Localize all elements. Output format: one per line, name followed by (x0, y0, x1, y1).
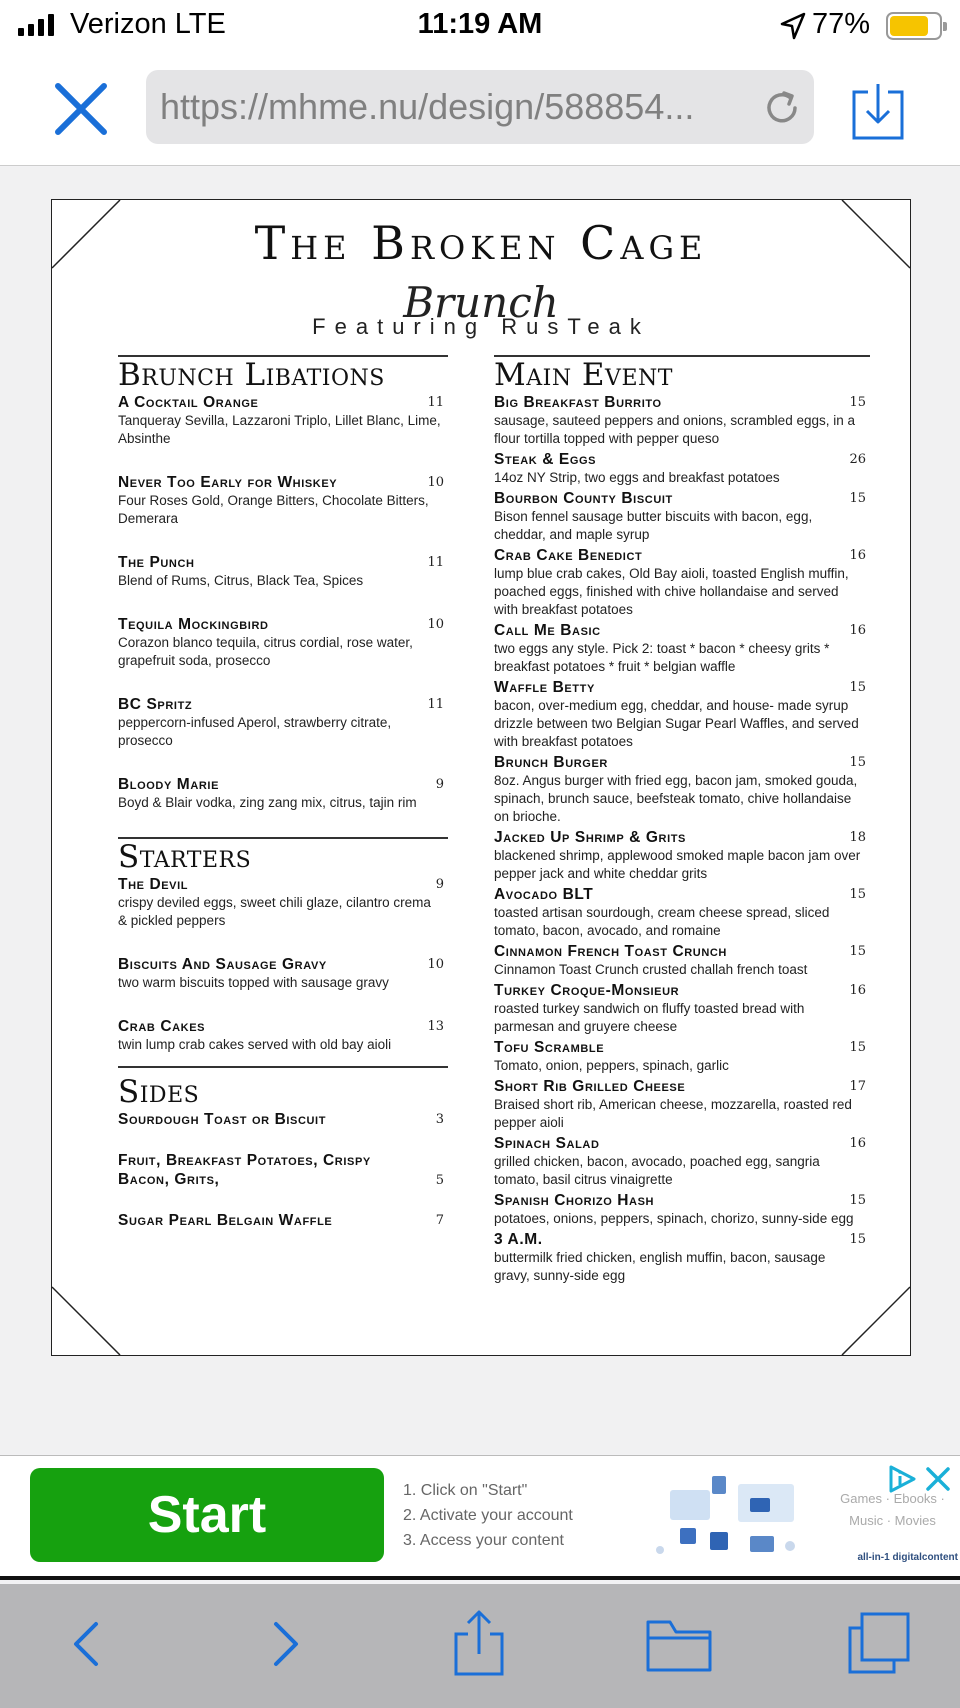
menu-item (494, 1230, 870, 1285)
featuring-line: Featuring RusTeak (312, 314, 650, 339)
menu-item (494, 1191, 870, 1228)
item-description: bacon, over-medium egg, cheddar, and house- made syrup drizzle between two Belgian Sugar Pearl Waffles, and served with breakfast potatoes (494, 698, 859, 749)
item-price: 10 (427, 957, 444, 972)
starters-heading: Starters (118, 839, 252, 875)
ad-info-icon[interactable] (887, 1464, 917, 1494)
corner-ornament (840, 1285, 910, 1355)
item-price: 3 (435, 1112, 444, 1127)
url-field[interactable] (146, 70, 814, 144)
item-description: Boyd & Blair vodka, zing zang mix, citrus, tajin rim (118, 795, 417, 810)
item-name: Waffle Betty (494, 679, 595, 696)
menu-item (494, 546, 870, 619)
menu-item (494, 981, 870, 1036)
item-price: 16 (849, 1136, 866, 1151)
status-time: 11:19 AM (417, 8, 543, 40)
item-price: 26 (849, 452, 866, 467)
item-price: 15 (849, 1193, 866, 1208)
back-icon[interactable] (56, 1610, 122, 1676)
restaurant-title: The Broken Cage (254, 216, 708, 270)
item-price: 7 (435, 1213, 444, 1228)
menu-item (118, 393, 448, 448)
corner-ornament (52, 1285, 122, 1355)
item-name: Biscuits And Sausage Gravy (118, 956, 327, 973)
item-description: Corazon blanco tequila, citrus cordial, rose water, grapefruit soda, prosecco (118, 635, 413, 668)
menu-item (118, 615, 448, 670)
browser-address-bar (0, 56, 960, 166)
carrier-label: Verizon LTE (70, 8, 226, 40)
ad-brand: all-in-1 digitalcontent (857, 1552, 958, 1563)
ad-step: 2. Activate your account (403, 1507, 573, 1524)
item-price: 15 (849, 491, 866, 506)
ad-devices-illustration (650, 1470, 820, 1570)
forward-icon[interactable] (250, 1610, 316, 1676)
item-price: 16 (849, 623, 866, 638)
item-name: Call Me Basic (494, 622, 601, 639)
item-description: 14oz NY Strip, two eggs and breakfast potatoes (494, 470, 780, 485)
item-description: two eggs any style. Pick 2: toast * bacon * cheesy grits * breakfast potatoes * fruit * belgian waffle (494, 641, 830, 674)
menu-item (494, 942, 870, 979)
item-description: crispy deviled eggs, sweet chili glaze, cilantro crema & pickled peppers (118, 895, 431, 928)
menu-item (118, 553, 448, 590)
item-price: 11 (427, 395, 444, 410)
menu-item (494, 753, 870, 826)
sides-heading: Sides (118, 1074, 200, 1110)
item-price: 15 (849, 1040, 866, 1055)
item-price: 16 (849, 548, 866, 563)
item-price: 15 (849, 755, 866, 770)
menu-item (494, 1038, 870, 1075)
item-name: Never Too Early for Whiskey (118, 474, 338, 491)
item-price: 17 (849, 1079, 866, 1094)
battery-icon (886, 12, 942, 40)
menu-item (494, 450, 870, 487)
reload-icon[interactable] (762, 88, 802, 128)
item-name: Short Rib Grilled Cheese (494, 1078, 686, 1095)
item-description: Cinnamon Toast Crunch crusted challah french toast (494, 962, 808, 977)
close-icon[interactable] (50, 78, 112, 140)
left-column (118, 355, 448, 1252)
main-event-heading: Main Event (494, 357, 673, 393)
item-description: grilled chicken, bacon, avocado, poached egg, sangria tomato, basil citrus vinaigrette (494, 1154, 820, 1187)
item-description: Blend of Rums, Citrus, Black Tea, Spices (118, 573, 364, 588)
section-divider (118, 1066, 448, 1068)
folder-icon[interactable] (646, 1610, 712, 1676)
item-name: Tofu Scramble (494, 1039, 605, 1056)
item-price: 9 (435, 777, 444, 792)
right-column (494, 355, 870, 1287)
item-description: blackened shrimp, applewood smoked maple bacon jam over pepper jack and white cheddar grits (494, 848, 861, 881)
item-name: Big Breakfast Burrito (494, 394, 662, 411)
item-name: Spanish Chorizo Hash (494, 1192, 655, 1209)
item-price: 11 (427, 555, 444, 570)
item-description: Bison fennel sausage butter biscuits with bacon, egg, cheddar, and maple syrup (494, 509, 813, 542)
item-description: roasted turkey sandwich on fluffy toasted bread with parmesan and gruyere cheese (494, 1001, 805, 1034)
menu-item (118, 775, 448, 812)
item-name: Sourdough Toast or Biscuit (118, 1111, 327, 1128)
menu-item (494, 1077, 870, 1132)
sides-list (118, 1110, 448, 1230)
item-price: 15 (849, 680, 866, 695)
item-description: potatoes, onions, peppers, spinach, chorizo, sunny-side egg (494, 1211, 854, 1226)
item-name: Crab Cakes (118, 1018, 206, 1035)
item-name: Turkey Croque-Monsieur (494, 982, 680, 999)
ad-step: 3. Access your content (403, 1532, 564, 1549)
menu-item (494, 489, 870, 544)
menu-item (494, 678, 870, 751)
item-name: Steak & Eggs (494, 451, 597, 468)
item-description: twin lump crab cakes served with old bay aioli (118, 1037, 392, 1052)
item-description: lump blue crab cakes, Old Bay aioli, toasted English muffin, poached eggs, finished with chive hollandaise and served with breakfast potatoes (494, 566, 849, 617)
menu-item (118, 1110, 448, 1129)
main-event-list (494, 393, 870, 1285)
menu-document (51, 199, 911, 1356)
item-price: 9 (435, 877, 444, 892)
item-price: 5 (435, 1173, 444, 1188)
item-price: 18 (849, 830, 866, 845)
status-bar (0, 0, 960, 56)
item-name: Jacked Up Shrimp & Grits (494, 829, 686, 846)
item-description: Braised short rib, American cheese, mozzarella, roasted red pepper aioli (494, 1097, 852, 1130)
menu-item (494, 828, 870, 883)
item-description: 8oz. Angus burger with fried egg, bacon jam, smoked gouda, spinach, brunch sauce, beefsteak tomato, chive hollandaise on brioche. (494, 773, 858, 824)
starters-list (118, 875, 448, 1054)
item-description: buttermilk fried chicken, english muffin, bacon, sausage gravy, sunny-side egg (494, 1250, 826, 1283)
item-name: Tequila Mockingbird (118, 616, 269, 633)
item-price: 15 (849, 887, 866, 902)
location-arrow-icon (780, 12, 806, 40)
menu-item (494, 1134, 870, 1189)
item-name: Avocado BLT (494, 886, 594, 903)
item-price: 15 (849, 1232, 866, 1247)
ad-start-button[interactable]: Start (30, 1468, 384, 1562)
item-name: Fruit, Breakfast Potatoes, Crispy Bacon, Grits, (118, 1152, 371, 1188)
item-description: peppercorn-infused Aperol, strawberry citrate, prosecco (118, 715, 392, 748)
item-name: The Punch (118, 554, 195, 571)
item-price: 11 (427, 697, 444, 712)
menu-item (118, 955, 448, 992)
item-description: toasted artisan sourdough, cream cheese spread, sliced tomato, bacon, avocado, and romaine (494, 905, 830, 938)
item-name: A Cocktail Orange (118, 394, 259, 411)
item-price: 10 (427, 475, 444, 490)
battery-percent: 77% (812, 8, 871, 40)
item-description: Four Roses Gold, Orange Bitters, Chocolate Bitters, Demerara (118, 493, 429, 526)
item-description: sausage, sauteed peppers and onions, scrambled eggs, in a flour tortilla topped with pepper queso (494, 413, 855, 446)
item-name: Bourbon County Biscuit (494, 490, 673, 507)
libations-heading: Brunch Libations (118, 357, 385, 393)
menu-item (494, 393, 870, 448)
item-name: Spinach Salad (494, 1135, 600, 1152)
menu-item (494, 885, 870, 940)
item-price: 10 (427, 617, 444, 632)
item-price: 16 (849, 983, 866, 998)
item-name: Crab Cake Benedict (494, 547, 643, 564)
ad-close-icon[interactable] (924, 1464, 952, 1494)
share-icon[interactable] (446, 1610, 512, 1676)
item-description: two warm biscuits topped with sausage gravy (118, 975, 389, 990)
ad-step: 1. Click on "Start" (403, 1482, 528, 1499)
menu-item (118, 875, 448, 930)
menu-item (494, 621, 870, 676)
menu-subtitle: Brunch (403, 278, 559, 327)
item-name: 3 A.M. (494, 1231, 543, 1248)
browser-toolbar (0, 1584, 960, 1708)
ad-steps (403, 1478, 573, 1553)
menu-item (118, 1017, 448, 1054)
item-price: 15 (849, 395, 866, 410)
item-price: 13 (427, 1019, 444, 1034)
url-text: https://mhme.nu/design/588854... (160, 86, 695, 127)
item-description: Tomato, onion, peppers, spinach, garlic (494, 1058, 729, 1073)
menu-item (118, 473, 448, 528)
menu-item (118, 695, 448, 750)
menu-item (118, 1211, 448, 1230)
item-description: Tanqueray Sevilla, Lazzaroni Triplo, Lillet Blanc, Lime, Absinthe (118, 413, 441, 446)
tabs-icon[interactable] (846, 1610, 912, 1676)
item-name: The Devil (118, 876, 189, 893)
item-price: 15 (849, 944, 866, 959)
item-name: Sugar Pearl Belgain Waffle (118, 1212, 333, 1229)
download-icon[interactable] (850, 82, 906, 142)
item-name: BC Spritz (118, 696, 193, 713)
item-name: Brunch Burger (494, 754, 608, 771)
menu-item (118, 1151, 448, 1189)
ad-banner[interactable] (0, 1455, 960, 1580)
item-name: Bloody Marie (118, 776, 220, 793)
item-name: Cinnamon French Toast Crunch (494, 943, 727, 960)
ad-categories: Games · Ebooks · Music · Movies (840, 1491, 945, 1528)
libations-list (118, 393, 448, 812)
